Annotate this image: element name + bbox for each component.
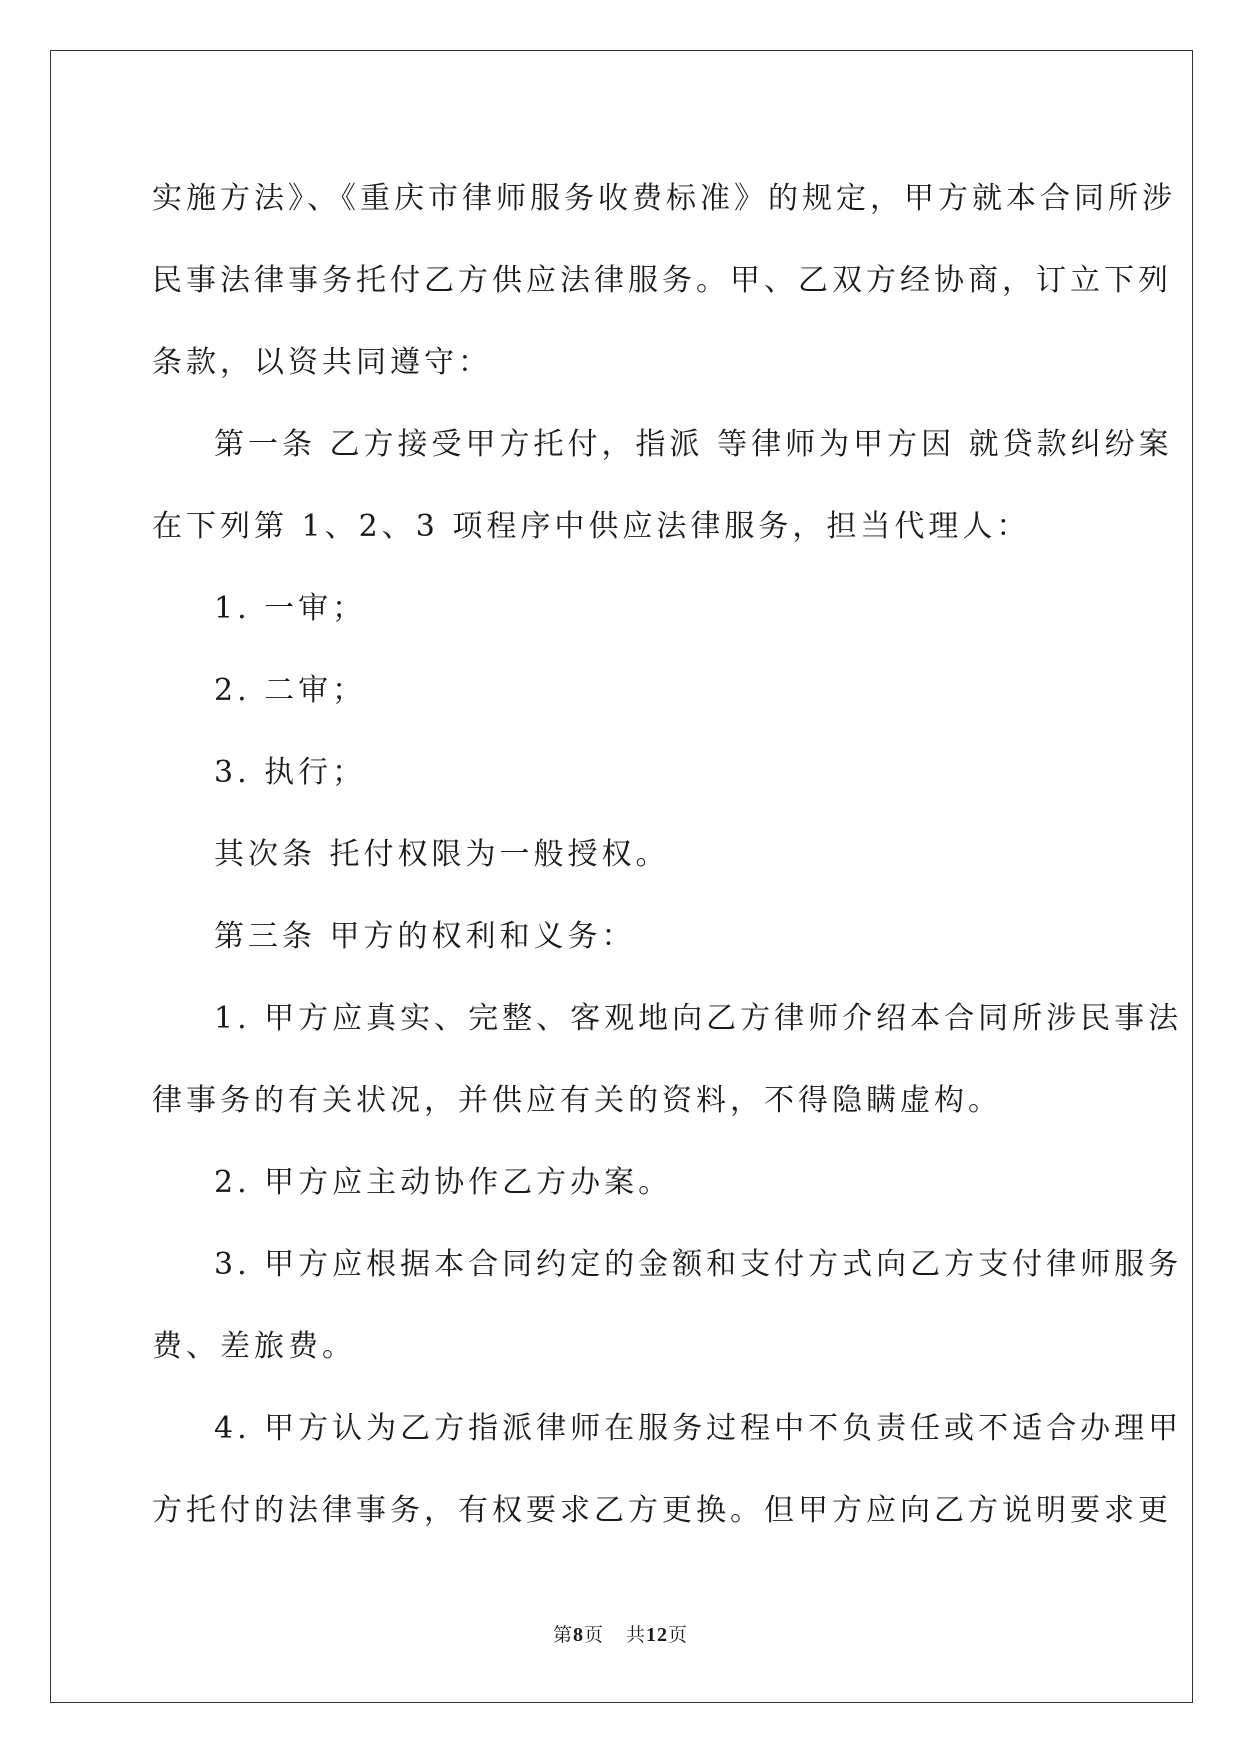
body-line: 律事务的有关状况，并供应有关的资料，不得隐瞒虚构。 (152, 1083, 1002, 1118)
list-item: 3. 甲方应根据本合同约定的金额和支付方式向乙方支付律师服务 (214, 1247, 1183, 1282)
list-item: 4. 甲方认为乙方指派律师在服务过程中不负责任或不适合办理甲 (214, 1411, 1183, 1446)
body-line: 在下列第 1、2、3 项程序中供应法律服务，担当代理人： (152, 509, 1031, 544)
list-item: 2. 甲方应主动协作乙方办案。 (214, 1165, 673, 1200)
list-item: 1. 甲方应真实、完整、客观地向乙方律师介绍本合同所涉民事法 (214, 1001, 1183, 1036)
body-line: 费、差旅费。 (152, 1329, 356, 1364)
article-2-heading: 其次条 托付权限为一般授权。 (214, 837, 670, 872)
total-pages: 12 (646, 1624, 669, 1646)
article-1-heading: 第一条 乙方接受甲方托付，指派 等律师为甲方因 就贷款纠纷案 (214, 427, 1173, 462)
body-line: 方托付的法律事务，有权要求乙方更换。但甲方应向乙方说明要求更 (152, 1493, 1172, 1528)
article-3-heading: 第三条 甲方的权利和义务： (214, 919, 636, 954)
page-prefix: 第 (552, 1624, 573, 1646)
body-line: 实施方法》、《重庆市律师服务收费标准》的规定，甲方就本合同所涉 (152, 181, 1176, 216)
page-suffix: 页 (583, 1624, 604, 1646)
total-suffix: 页 (668, 1624, 689, 1646)
page-footer (0, 1620, 1241, 1647)
body-line: 条款，以资共同遵守： (152, 345, 492, 380)
list-item: 2. 二审； (214, 673, 367, 708)
list-item: 1. 一审； (214, 591, 367, 626)
list-item: 3. 执行； (214, 755, 367, 790)
document-body (152, 158, 1183, 1552)
page-number: 8 (572, 1624, 584, 1646)
total-prefix: 共 (626, 1624, 647, 1646)
body-line: 民事法律事务托付乙方供应法律服务。甲、乙双方经协商，订立下列 (152, 263, 1172, 298)
